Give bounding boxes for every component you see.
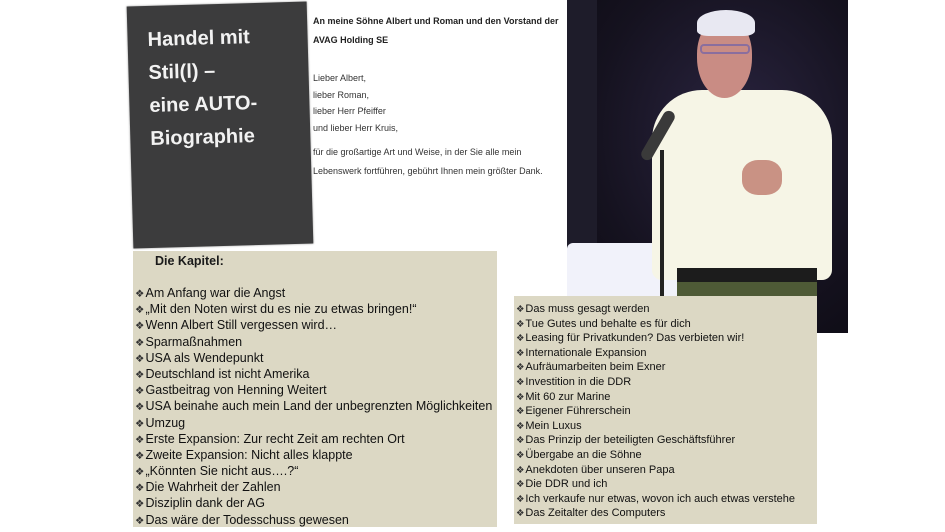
photo-hand xyxy=(742,160,782,195)
letter-body-line: Lebenswerk fortführen, gebührt Ihnen mein größter Dank. xyxy=(313,166,543,176)
diamond-bullet-icon: ❖ xyxy=(516,493,525,504)
diamond-bullet-icon: ❖ xyxy=(135,320,145,333)
book-title-line: Biographie xyxy=(150,125,256,150)
diamond-bullet-icon: ❖ xyxy=(516,420,525,431)
list-item: ❖Tue Gutes und behalte es für dich xyxy=(516,317,691,330)
photo-belt xyxy=(677,268,817,282)
letter-body-line: für die großartige Art und Weise, in der Sie alle mein xyxy=(313,147,522,157)
list-item: ❖Eigener Führerschein xyxy=(516,405,631,418)
dedication-letter xyxy=(313,12,563,181)
diamond-bullet-icon: ❖ xyxy=(516,508,525,519)
diamond-bullet-icon: ❖ xyxy=(135,368,145,381)
diamond-bullet-icon: ❖ xyxy=(516,347,525,358)
diamond-bullet-icon: ❖ xyxy=(516,333,525,344)
diamond-bullet-icon: ❖ xyxy=(135,514,145,527)
list-item: ❖Übergabe an die Söhne xyxy=(516,448,642,461)
list-item: ❖Das wäre der Todesschuss gewesen xyxy=(135,512,349,527)
diamond-bullet-icon: ❖ xyxy=(135,433,145,446)
salutation-line: lieber Roman, xyxy=(313,89,370,100)
chapters-list-left xyxy=(135,285,492,528)
list-item: ❖Leasing für Privatkunden? Das verbieten wir! xyxy=(516,332,745,345)
book-cover xyxy=(127,2,314,249)
diamond-bullet-icon: ❖ xyxy=(135,336,145,349)
list-item: ❖Zweite Expansion: Nicht alles klappte xyxy=(135,447,353,462)
list-item: ❖„Könnten Sie nicht aus….?“ xyxy=(135,464,299,479)
chapters-title: Die Kapitel: xyxy=(155,254,224,268)
list-item: ❖Investition in die DDR xyxy=(516,375,632,388)
list-item: ❖Anekdoten über unseren Papa xyxy=(516,463,675,476)
list-item: ❖Wenn Albert Still vergessen wird… xyxy=(135,318,338,333)
list-item: ❖Deutschland ist nicht Amerika xyxy=(135,366,310,381)
list-item: ❖Am Anfang war die Angst xyxy=(135,286,286,300)
list-item: ❖USA beinahe auch mein Land der unbegrenzten Möglichkeiten xyxy=(135,399,493,414)
letter-body xyxy=(313,143,563,181)
diamond-bullet-icon: ❖ xyxy=(516,479,525,490)
letter-salutation xyxy=(313,70,563,136)
list-item: ❖Das Zeitalter des Computers xyxy=(516,507,666,520)
list-item: ❖Ich verkaufe nur etwas, wovon ich auch etwas verstehe xyxy=(516,492,796,505)
list-item: ❖Gastbeitrag von Henning Weitert xyxy=(135,383,327,398)
diamond-bullet-icon: ❖ xyxy=(135,288,145,300)
diamond-bullet-icon: ❖ xyxy=(516,449,525,460)
list-item: ❖„Mit den Noten wirst du es nie zu etwas bringen!“ xyxy=(135,302,417,317)
photo-hair xyxy=(697,10,755,36)
speaker-photo xyxy=(567,0,848,333)
list-item: ❖Sparmaßnahmen xyxy=(135,334,243,349)
book-title-line: eine AUTO- xyxy=(149,91,258,117)
salutation-line: Lieber Albert, xyxy=(313,73,367,83)
diamond-bullet-icon: ❖ xyxy=(135,466,145,479)
diamond-bullet-icon: ❖ xyxy=(516,391,525,402)
diamond-bullet-icon: ❖ xyxy=(135,352,145,365)
salutation-line: und lieber Herr Kruis, xyxy=(313,122,399,133)
list-item: ❖Disziplin dank der AG xyxy=(135,496,266,511)
list-item: ❖Mit 60 zur Marine xyxy=(516,390,611,403)
book-title xyxy=(147,20,311,156)
list-item: ❖Umzug xyxy=(135,415,186,430)
diamond-bullet-icon: ❖ xyxy=(135,417,145,430)
diamond-bullet-icon: ❖ xyxy=(135,385,145,398)
book-title-line: Stil(l) – xyxy=(148,60,216,84)
list-item: ❖Internationale Expansion xyxy=(516,346,647,359)
chapters-box-right xyxy=(514,296,817,524)
salutation-line: lieber Herr Pfeiffer xyxy=(313,106,386,116)
diamond-bullet-icon: ❖ xyxy=(135,304,145,317)
list-item: ❖Die DDR und ich xyxy=(516,478,608,491)
list-item: ❖USA als Wendepunkt xyxy=(135,350,264,365)
diamond-bullet-icon: ❖ xyxy=(135,498,145,511)
diamond-bullet-icon: ❖ xyxy=(516,464,525,475)
diamond-bullet-icon: ❖ xyxy=(516,406,525,417)
diamond-bullet-icon: ❖ xyxy=(516,435,525,446)
list-item: ❖Die Wahrheit der Zahlen xyxy=(135,480,281,495)
letter-heading-line: An meine Söhne Albert und Roman und den Vorstand der xyxy=(313,16,559,26)
diamond-bullet-icon: ❖ xyxy=(516,318,525,329)
diamond-bullet-icon: ❖ xyxy=(135,482,145,495)
diamond-bullet-icon: ❖ xyxy=(135,401,145,414)
list-item: ❖Mein Luxus xyxy=(516,419,582,432)
diamond-bullet-icon: ❖ xyxy=(516,376,525,387)
letter-heading-line: AVAG Holding SE xyxy=(313,35,389,45)
book-title-line: Handel mit xyxy=(147,26,251,51)
chapters-box-left xyxy=(133,251,497,527)
diamond-bullet-icon: ❖ xyxy=(516,362,525,373)
letter-heading xyxy=(313,12,563,50)
list-item: ❖Aufräumarbeiten beim Exner xyxy=(516,361,666,374)
diamond-bullet-icon: ❖ xyxy=(516,304,525,314)
list-item: ❖Das Prinzip der beteiligten Geschäftsführer xyxy=(516,434,736,447)
chapters-list-right xyxy=(516,302,795,521)
list-item: ❖Das muss gesagt werden xyxy=(516,303,650,315)
photo-glasses xyxy=(700,44,750,54)
diamond-bullet-icon: ❖ xyxy=(135,449,145,462)
list-item: ❖Erste Expansion: Zur recht Zeit am rechten Ort xyxy=(135,431,405,446)
